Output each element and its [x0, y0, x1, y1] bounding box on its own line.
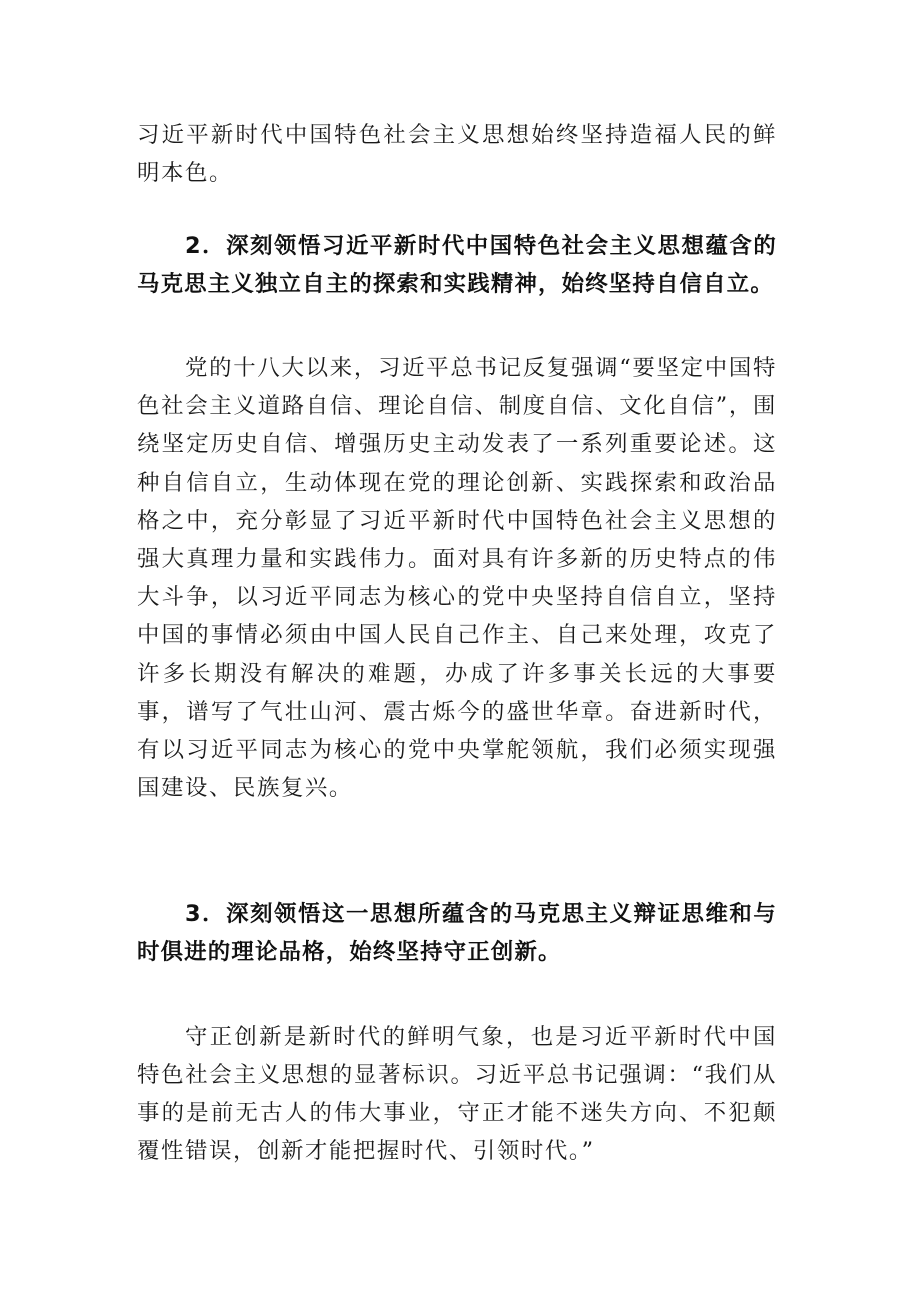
paragraph-body-3: 守正创新是新时代的鲜明气象，也是习近平新时代中国特色社会主义思想的显著标识。习近平总书记强调：“我们从事的是前无古人的伟大事业，守正才能不迷失方向、不犯颠覆性错误，创新才能把握时代、引领时代。”: [137, 1024, 777, 1164]
section-heading-2: 2．深刻领悟习近平新时代中国特色社会主义思想蕴含的马克思主义独立自主的探索和实践精神，始终坚持自信自立。: [137, 233, 777, 297]
section-heading-3: 3．深刻领悟这一思想所蕴含的马克思主义辩证思维和与时俱进的理论品格，始终坚持守正创新。: [137, 901, 777, 965]
paragraph-continuation: 习近平新时代中国特色社会主义思想始终坚持造福人民的鲜明本色。: [137, 122, 777, 186]
paragraph-body-2: 党的十八大以来，习近平总书记反复强调“要坚定中国特色社会主义道路自信、理论自信、制度自信、文化自信”，围绕坚定历史自信、增强历史主动发表了一系列重要论述。这种自信自立，生动体现在党的理论创新、实践探索和政治品格之中，充分彰显了习近平新时代中国特色社会主义思想的强大真理力量和实践伟力。面对具有许多新的历史特点的伟大斗争，以习近平同志为核心的党中央坚持自信自立，坚持中国的事情必须由中国人民自己作主、自己来处理，攻克了许多长期没有解决的难题，办成了许多事关长远的大事要事，谱写了气壮山河、震古烁今的盛世华章。奋进新时代，有以习近平同志为核心的党中央掌舵领航，我们必须实现强国建设、民族复兴。: [137, 355, 777, 802]
